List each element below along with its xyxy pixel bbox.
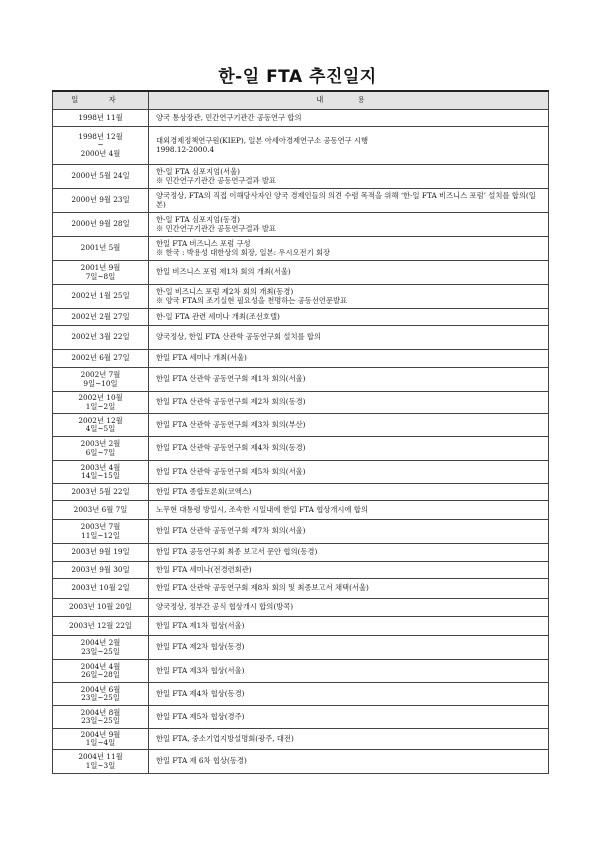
table-row <box>53 392 549 414</box>
row-date: 2003년 6월 7일 <box>53 501 149 520</box>
row-content: 한일 FTA 제1차 협상(서울) <box>149 617 549 636</box>
table-row <box>53 127 549 165</box>
table-row <box>53 261 549 285</box>
row-content: 양국정상, 정부간 공식 협상개시 합의(방콕) <box>149 599 549 617</box>
row-content: 한일 FTA 종합토론회(코엑스) <box>149 484 549 501</box>
row-content: 한일 FTA 제2차 협상(동경) <box>149 636 549 660</box>
table-row <box>53 750 549 774</box>
table-row <box>53 706 549 729</box>
row-date: 2003년 4월 14일~15일 <box>53 461 149 484</box>
row-date: 1998년 11월 <box>53 110 149 127</box>
table-row <box>53 617 549 636</box>
row-content: 한일 비즈니스 포럼 제1차 회의 개최(서울) <box>149 261 549 285</box>
header-date: 일 자 <box>53 91 149 110</box>
table-row <box>53 562 549 579</box>
row-content: 대외경제정책연구원(KIEP), 일본 아세아경제연구소 공동연구 시행 1998.12-2000.4 <box>149 127 549 165</box>
table-row <box>53 484 549 501</box>
row-content: 한일 FTA 산관학 공동연구회 제2차 회의(동경) <box>149 392 549 414</box>
row-content: 양국 통상장관, 민간연구기관간 공동연구 합의 <box>149 110 549 127</box>
row-content: 한일 FTA 비즈니스 포럼 구성 ※ 한국 : 박용성 대한상의 회장, 일본: 우시오전기 회장 <box>149 237 549 261</box>
row-date: 1998년 12월 ~ 2000년 4월 <box>53 127 149 165</box>
header-content: 내 용 <box>149 91 549 110</box>
table-row <box>53 237 549 261</box>
table-row <box>53 213 549 237</box>
row-date: 2002년 2월 27일 <box>53 309 149 326</box>
table-row <box>53 501 549 520</box>
table-row <box>53 461 549 484</box>
table-row <box>53 599 549 617</box>
row-date: 2003년 7월 11일~12일 <box>53 520 149 544</box>
table-row <box>53 636 549 660</box>
table-row <box>53 165 549 189</box>
row-content: 한일 FTA 산관학 공동연구회 제7차 회의(서울) <box>149 520 549 544</box>
row-content: 한일 FTA 공동연구회 최종 보고서 문안 협의(동경) <box>149 544 549 562</box>
row-content: 한-일 FTA 관련 세미나 개최(조선호텔) <box>149 309 549 326</box>
table-row <box>53 729 549 750</box>
row-date: 2004년 4월 26일~28일 <box>53 660 149 683</box>
table-row <box>53 414 549 437</box>
row-content: 한일 FTA 산관학 공동연구회 제8차 회의 및 최종보고서 채택(서울) <box>149 579 549 599</box>
row-date: 2003년 5월 22일 <box>53 484 149 501</box>
row-date: 2003년 9월 30일 <box>53 562 149 579</box>
page-title: 한-일 FTA 추진일지 <box>218 67 377 87</box>
row-content: 한일 FTA 제 6차 협상(동경) <box>149 750 549 774</box>
row-date: 2003년 10월 20일 <box>53 599 149 617</box>
row-content: 한일 FTA 산관학 공동연구회 제3차 회의(부산) <box>149 414 549 437</box>
row-date: 2002년 3월 22일 <box>53 326 149 350</box>
row-date: 2002년 12월 4일~5일 <box>53 414 149 437</box>
row-date: 2003년 2월 6일~7일 <box>53 437 149 461</box>
table-row <box>53 520 549 544</box>
row-content: 노무현 대통령 방일시, 조속한 시일내에 한일 FTA 협상개시에 합의 <box>149 501 549 520</box>
row-content: 한일 FTA 제3차 협상(서울) <box>149 660 549 683</box>
table-row <box>53 437 549 461</box>
table-row <box>53 285 549 309</box>
row-content: 양국정상, 한일 FTA 산관학 공동연구회 설치를 합의 <box>149 326 549 350</box>
row-content: 한-일 FTA 심포지엄(서울) ※ 민간연구기관간 공동연구결과 발표 <box>149 165 549 189</box>
row-content: 한일 FTA 제5차 협상(경주) <box>149 706 549 729</box>
row-date: 2004년 6월 23일~25일 <box>53 683 149 706</box>
row-content: 한일 FTA 제4차 협상(동경) <box>149 683 549 706</box>
table-row <box>53 544 549 562</box>
table-row <box>53 660 549 683</box>
table-row <box>53 368 549 392</box>
row-date: 2000년 5월 24일 <box>53 165 149 189</box>
table-row <box>53 350 549 368</box>
table-row <box>53 189 549 213</box>
header-row <box>53 91 549 110</box>
row-date: 2003년 9월 19일 <box>53 544 149 562</box>
row-date: 2004년 8월 23일~25일 <box>53 706 149 729</box>
row-content: 한-일 FTA 심포지엄(동경) ※ 민간연구기관간 공동연구결과 발표 <box>149 213 549 237</box>
row-date: 2004년 9월 1일~4일 <box>53 729 149 750</box>
table-header <box>53 91 549 110</box>
row-date: 2002년 7월 9일~10일 <box>53 368 149 392</box>
row-date: 2003년 10월 2일 <box>53 579 149 599</box>
table-row <box>53 326 549 350</box>
fta-timeline-table <box>52 90 549 774</box>
table-row <box>53 309 549 326</box>
row-date: 2002년 10월 1일~2일 <box>53 392 149 414</box>
table-row <box>53 579 549 599</box>
row-date: 2001년 9월 7일~8일 <box>53 261 149 285</box>
row-content: 한일 FTA 산관학 공동연구회 제4차 회의(동경) <box>149 437 549 461</box>
row-content: 한일 FTA 산관학 공동연구회 제1차 회의(서울) <box>149 368 549 392</box>
row-date: 2002년 1월 25일 <box>53 285 149 309</box>
row-date: 2000년 9월 28일 <box>53 213 149 237</box>
row-content: 한일 FTA 세미나(전경련회관) <box>149 562 549 579</box>
row-content: 한-일 비즈니스 포럼 제2차 회의 개최(동경) ※ 양국 FTA의 조기실현 필요성을 천명하는 공동선언문발표 <box>149 285 549 309</box>
table-row <box>53 110 549 127</box>
table-body <box>53 110 549 774</box>
row-date: 2004년 11월 1일~3일 <box>53 750 149 774</box>
row-content: 한일 FTA, 중소기업지방설명회(광주, 대전) <box>149 729 549 750</box>
row-date: 2004년 2월 23일~25일 <box>53 636 149 660</box>
row-content: 양국정상, FTA의 직접 이해당사자인 양국 경제인들의 의견 수렴 목적을 위해 ‘한-일 FTA 비즈니스 포럼’ 설치를 합의(일본) <box>149 189 549 213</box>
row-date: 2002년 6월 27일 <box>53 350 149 368</box>
row-date: 2000년 9월 23일 <box>53 189 149 213</box>
row-content: 한일 FTA 산관학 공동연구회 제5차 회의(서울) <box>149 461 549 484</box>
row-date: 2001년 5월 <box>53 237 149 261</box>
row-content: 한일 FTA 세미나 개최(서울) <box>149 350 549 368</box>
row-date: 2003년 12월 22일 <box>53 617 149 636</box>
table-row <box>53 683 549 706</box>
